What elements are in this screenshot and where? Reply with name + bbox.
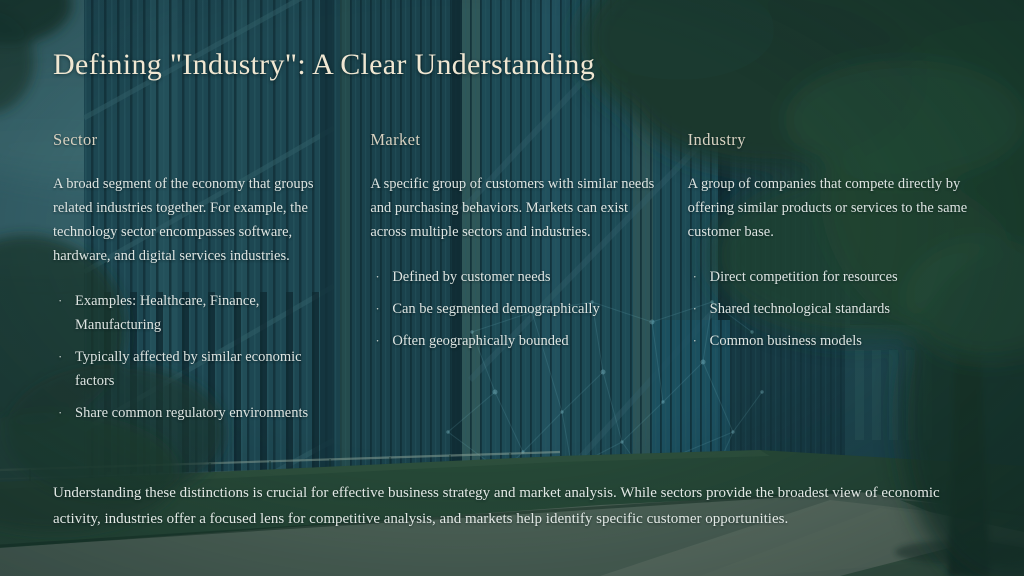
bullet-dot-icon: · [375, 333, 380, 348]
bullet-text: Share common regulatory environments [75, 405, 309, 421]
bullet-text: Typically affected by similar economic factors [75, 349, 302, 389]
bullet-dot-icon: · [692, 269, 697, 284]
bullet-text: Often geographically bounded [392, 333, 569, 349]
bullet-dot-icon: · [692, 333, 697, 348]
list-item [688, 329, 973, 353]
sector-description: A broad segment of the economy that groups related industries together. For example, the technology sector encompasses software, hardware, and digital services industries. [53, 176, 314, 264]
market-description: A specific group of customers with similar needs and purchasing behaviors. Markets can exist across multiple sectors and industries. [370, 176, 655, 240]
bullet-dot-icon: · [58, 293, 63, 308]
sector-heading: Sector [53, 130, 98, 149]
list-item [370, 329, 655, 353]
bullet-text: Shared technological standards [709, 301, 891, 317]
summary-paragraph: Understanding these distinctions is crucial for effective business strategy and market analysis. While sectors provide the broadest view of economic activity, industries offer a focused lens for competitive analysis, and markets help identify specific customer opportunities. [53, 485, 940, 527]
market-heading: Market [370, 130, 421, 149]
list-item [688, 297, 973, 321]
market-bullet-list [370, 265, 655, 353]
list-item [53, 345, 338, 393]
sector-bullet-list [53, 289, 338, 425]
bullet-text: Can be segmented demographically [392, 301, 600, 317]
bullet-text: Direct competition for resources [709, 269, 898, 285]
column-industry [688, 130, 973, 433]
definition-columns [53, 130, 973, 433]
bullet-dot-icon: · [692, 301, 697, 316]
bullet-dot-icon: · [58, 349, 63, 364]
industry-bullet-list [688, 265, 973, 353]
bullet-dot-icon: · [58, 405, 63, 420]
industry-description: A group of companies that compete directly by offering similar products or services to the same customer base. [687, 176, 968, 240]
list-item [370, 297, 655, 321]
list-item [53, 289, 338, 337]
list-item [370, 265, 655, 289]
page-title: Defining "Industry": A Clear Understanding [53, 48, 596, 81]
bullet-dot-icon: · [375, 301, 380, 316]
bullet-text: Defined by customer needs [392, 269, 551, 285]
list-item [688, 265, 973, 289]
column-sector [53, 130, 338, 433]
list-item [53, 401, 338, 425]
column-market [370, 130, 655, 433]
bullet-text: Common business models [709, 333, 862, 349]
industry-heading: Industry [687, 130, 746, 149]
bullet-text: Examples: Healthcare, Finance, Manufacturing [75, 293, 260, 333]
bullet-dot-icon: · [375, 269, 380, 284]
